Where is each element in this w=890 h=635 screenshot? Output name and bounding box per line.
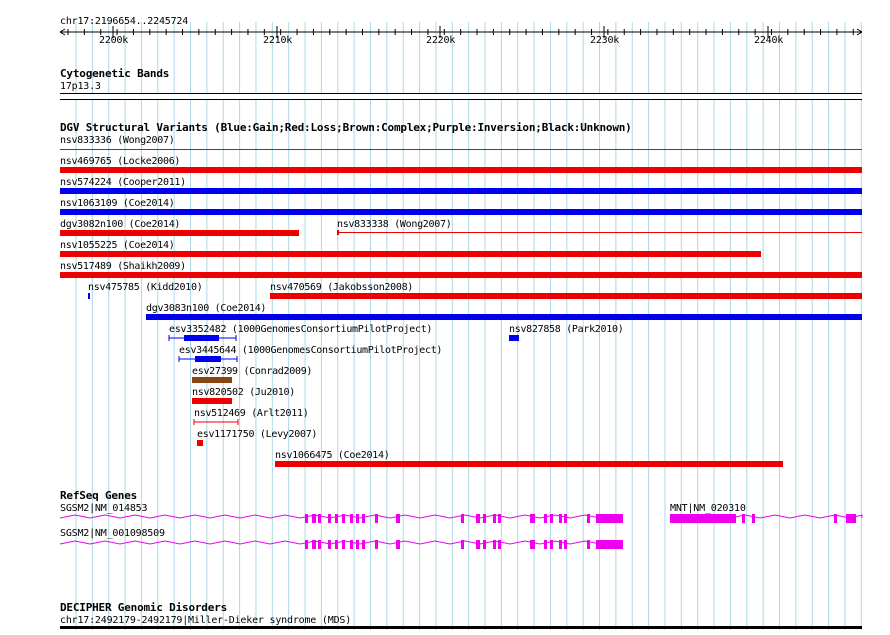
- gene-intron: [60, 515, 623, 518]
- variant-bar[interactable]: [275, 461, 783, 467]
- decipher-track-title: DECIPHER Genomic Disorders: [60, 601, 227, 614]
- variant-label[interactable]: nsv1066475 (Coe2014): [275, 450, 390, 461]
- gene-exon[interactable]: [550, 540, 553, 549]
- variant-label[interactable]: dgv3082n100 (Coe2014): [60, 219, 181, 230]
- gene-exon[interactable]: [396, 540, 400, 549]
- variant-label[interactable]: esv27399 (Conrad2009): [192, 366, 313, 377]
- variant-label[interactable]: nsv833336 (Wong2007): [60, 135, 175, 146]
- gene-label-sgsm2-nm-001098509[interactable]: SGSM2|NM_001098509: [60, 528, 165, 539]
- gene-exon[interactable]: [498, 540, 501, 549]
- gene-exon[interactable]: [335, 540, 338, 549]
- gene-exon[interactable]: [846, 514, 856, 523]
- variant-label[interactable]: nsv475785 (Kidd2010): [88, 282, 203, 293]
- variant-label[interactable]: nsv827858 (Park2010): [509, 324, 624, 335]
- gene-exon[interactable]: [742, 514, 745, 523]
- variant-bar-cap: [337, 230, 339, 235]
- gene-exon[interactable]: [559, 540, 562, 549]
- gene-exon[interactable]: [564, 514, 567, 523]
- gene-exon[interactable]: [305, 514, 308, 523]
- gene-exon[interactable]: [312, 540, 316, 549]
- cytoband-label[interactable]: 17p13.3: [60, 81, 101, 92]
- gene-exon[interactable]: [498, 514, 501, 523]
- variant-bar[interactable]: [195, 356, 221, 362]
- gene-exon[interactable]: [305, 540, 308, 549]
- gene-exon[interactable]: [461, 514, 464, 523]
- gene-exon[interactable]: [587, 540, 590, 549]
- gene-exon[interactable]: [483, 514, 486, 523]
- gene-exon[interactable]: [335, 514, 338, 523]
- variant-label[interactable]: nsv469765 (Locke2006): [60, 156, 181, 167]
- gene-exon[interactable]: [587, 514, 590, 523]
- gene-exon[interactable]: [375, 514, 378, 523]
- gene-exon[interactable]: [564, 540, 567, 549]
- gene-exon[interactable]: [544, 514, 547, 523]
- dgv-track-title: DGV Structural Variants (Blue:Gain;Red:Loss;Brown:Complex;Purple:Inversion;Black:Unknown): [60, 121, 632, 134]
- variant-bar[interactable]: [270, 293, 862, 299]
- variant-label[interactable]: nsv512469 (Arlt2011): [194, 408, 309, 419]
- decipher-entry-label[interactable]: chr17:2492179-2492179|Miller-Dieker syndrome (MDS): [60, 615, 352, 626]
- gene-exon[interactable]: [476, 540, 480, 549]
- gene-exon[interactable]: [342, 514, 345, 523]
- gene-exon[interactable]: [596, 540, 623, 549]
- variant-label[interactable]: nsv574224 (Cooper2011): [60, 177, 186, 188]
- variant-label[interactable]: nsv517489 (Shaikh2009): [60, 261, 186, 272]
- ruler-tick-label: 2200k: [99, 35, 129, 46]
- gene-exon[interactable]: [342, 540, 345, 549]
- gene-exon[interactable]: [312, 514, 316, 523]
- gene-exon[interactable]: [530, 514, 535, 523]
- variant-bar[interactable]: [60, 272, 862, 278]
- variant-label[interactable]: dgv3083n100 (Coe2014): [146, 303, 267, 314]
- variant-label[interactable]: nsv833338 (Wong2007): [337, 219, 452, 230]
- gene-exon[interactable]: [559, 514, 562, 523]
- ruler-position-label: chr17:2196654..2245724: [60, 16, 189, 27]
- gene-exon[interactable]: [461, 540, 464, 549]
- gene-exon[interactable]: [375, 540, 378, 549]
- gene-exon[interactable]: [362, 514, 365, 523]
- gene-exon[interactable]: [834, 514, 837, 523]
- variant-bar[interactable]: [146, 314, 862, 320]
- gene-exon[interactable]: [356, 540, 359, 549]
- ruler-tick-label: 2230k: [590, 35, 620, 46]
- gene-exon[interactable]: [362, 540, 365, 549]
- gene-exon[interactable]: [350, 540, 353, 549]
- variant-bar[interactable]: [509, 335, 519, 341]
- gene-exon[interactable]: [493, 514, 496, 523]
- gene-exon[interactable]: [530, 540, 535, 549]
- gene-exon[interactable]: [550, 514, 553, 523]
- refseq-gene-models[interactable]: [0, 505, 890, 565]
- gene-exon[interactable]: [493, 540, 496, 549]
- variant-bar[interactable]: [184, 335, 219, 341]
- gene-exon[interactable]: [356, 514, 359, 523]
- variant-label[interactable]: nsv1063109 (Coe2014): [60, 198, 175, 209]
- variant-label[interactable]: esv1171750 (Levy2007): [197, 429, 318, 440]
- gene-exon[interactable]: [318, 514, 321, 523]
- variant-bar[interactable]: [192, 398, 232, 404]
- variant-label[interactable]: nsv1055225 (Coe2014): [60, 240, 175, 251]
- gene-exon[interactable]: [350, 514, 353, 523]
- variant-label[interactable]: esv3445644 (1000GenomesConsortiumPilotProject): [179, 345, 443, 356]
- variant-bar[interactable]: [60, 149, 862, 150]
- variant-label[interactable]: nsv470569 (Jakobsson2008): [270, 282, 414, 293]
- variant-label[interactable]: esv3352482 (1000GenomesConsortiumPilotProject): [169, 324, 433, 335]
- ruler-tick-label: 2240k: [754, 35, 784, 46]
- variant-bar[interactable]: [192, 377, 232, 383]
- gene-label-mnt-nm-020310[interactable]: MNT|NM_020310: [670, 503, 746, 514]
- variant-bar[interactable]: [60, 251, 761, 257]
- gene-exon[interactable]: [328, 514, 331, 523]
- variant-bar[interactable]: [60, 209, 862, 215]
- ruler-tick-label: 2210k: [263, 35, 293, 46]
- ruler-tick-label: 2220k: [426, 35, 456, 46]
- variant-bar[interactable]: [60, 167, 862, 173]
- refseq-track-title: RefSeq Genes: [60, 489, 138, 502]
- gene-exon[interactable]: [670, 514, 736, 523]
- variant-bar[interactable]: [197, 440, 203, 446]
- decipher-entry-bar[interactable]: [60, 626, 862, 629]
- gene-intron: [60, 541, 623, 544]
- gene-exon[interactable]: [396, 514, 400, 523]
- gene-exon[interactable]: [596, 514, 623, 523]
- variant-label[interactable]: nsv820502 (Ju2010): [192, 387, 295, 398]
- gene-exon[interactable]: [318, 540, 321, 549]
- variant-bar[interactable]: [88, 293, 90, 299]
- gene-label-sgsm2-nm-014853[interactable]: SGSM2|NM_014853: [60, 503, 148, 514]
- gene-exon[interactable]: [752, 514, 755, 523]
- gene-exon[interactable]: [544, 540, 547, 549]
- variant-bar[interactable]: [60, 188, 862, 194]
- gene-exon[interactable]: [483, 540, 486, 549]
- variant-bar[interactable]: [60, 230, 299, 236]
- gene-exon[interactable]: [476, 514, 480, 523]
- variant-bar[interactable]: [337, 232, 862, 233]
- gene-exon[interactable]: [328, 540, 331, 549]
- cytoband-track-title: Cytogenetic Bands: [60, 67, 170, 80]
